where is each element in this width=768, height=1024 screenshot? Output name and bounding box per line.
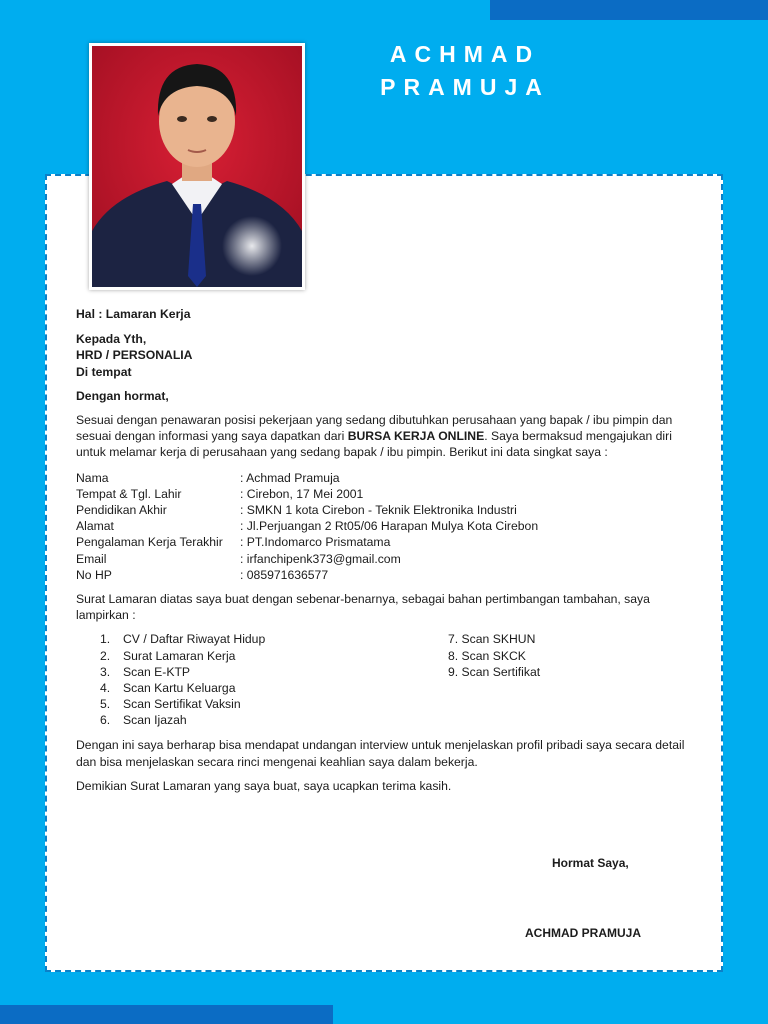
recipient-line: Kepada Yth, xyxy=(76,332,147,347)
attachment-list-right xyxy=(448,631,540,680)
info-label: Pengalaman Kerja Terakhir xyxy=(76,535,223,550)
list-item: 6. Scan Ijazah xyxy=(100,713,187,728)
list-item: 3. Scan E-KTP xyxy=(100,664,191,679)
info-label: Nama xyxy=(76,470,109,485)
list-item: 7. Scan SKHUN xyxy=(448,632,536,647)
info-value: : Jl.Perjuangan 2 Rt05/06 Harapan Mulya Kota Cirebon xyxy=(240,519,539,534)
list-item: 9. Scan Sertifikat xyxy=(448,664,541,679)
attachment-list-left xyxy=(100,631,265,728)
bottom-accent-bar xyxy=(0,1005,333,1024)
job-portal-name: BURSA KERJA ONLINE xyxy=(347,429,485,444)
info-value: : Achmad Pramuja xyxy=(240,470,340,485)
list-item: 5. Scan Sertifikat Vaksin xyxy=(100,697,241,712)
info-row xyxy=(76,486,538,502)
personal-info-table xyxy=(76,470,538,583)
info-value: : PT.Indomarco Prismatama xyxy=(240,535,391,550)
recipient-line: Di tempat xyxy=(76,364,132,379)
info-row xyxy=(76,518,538,534)
list-item: 4. Scan Kartu Keluarga xyxy=(100,681,236,696)
closing-paragraph: Dengan ini saya berharap bisa mendapat undangan interview untuk menjelaskan profil pribadi saya secara detail dan bisa menjelaskan secara rinci mengenai keahlian saya dalam bekerja. xyxy=(76,738,685,769)
last-name: PRAMUJA xyxy=(380,74,550,100)
application-letter xyxy=(76,306,696,794)
info-label: No HP xyxy=(76,567,112,582)
intro-paragraph: Sesuai dengan penawaran posisi pekerjaan yang sedang dibutuhkan perusahaan yang bapak / ibu pimpin dan sesuai dengan informasi yang saya dapatkan dari BURSA KERJA ONLINE. Saya bermaksud mengajukan diri untuk melamar kerja di perusahaan yang sedang bapak / ibu pimpin. Berikut ini data singkat saya : xyxy=(76,413,673,460)
info-row xyxy=(76,470,538,486)
applicant-name-heading xyxy=(330,38,600,104)
signoff: Hormat Saya, xyxy=(552,856,629,870)
info-label: Tempat & Tgl. Lahir xyxy=(76,486,182,501)
signature-name: ACHMAD PRAMUJA xyxy=(525,926,641,940)
info-row xyxy=(76,551,538,567)
info-value: : 085971636577 xyxy=(240,567,329,582)
recipient-block xyxy=(76,331,696,380)
list-item: 1. CV / Daftar Riwayat Hidup xyxy=(100,632,266,647)
first-name: ACHMAD xyxy=(389,41,541,67)
info-value: : irfanchipenk373@gmail.com xyxy=(240,551,401,566)
info-label: Email xyxy=(76,551,107,566)
info-value: : SMKN 1 kota Cirebon - Teknik Elektronika Industri xyxy=(240,503,517,518)
thanks-paragraph: Demikian Surat Lamaran yang saya buat, saya ucapkan terima kasih. xyxy=(76,778,452,793)
list-item: 8. Scan SKCK xyxy=(448,648,526,663)
info-row xyxy=(76,502,538,518)
letter-subject: Hal : Lamaran Kerja xyxy=(76,307,191,321)
top-accent-bar xyxy=(490,0,768,20)
attachment-intro: Surat Lamaran diatas saya buat dengan sebenar-benarnya, sebagai bahan pertimbangan tambahan, saya lampirkan : xyxy=(76,592,650,623)
greeting: Dengan hormat, xyxy=(76,388,169,403)
list-item: 2. Surat Lamaran Kerja xyxy=(100,648,236,663)
info-label: Pendidikan Akhir xyxy=(76,503,167,518)
info-row xyxy=(76,534,538,550)
attachment-list xyxy=(76,631,696,729)
applicant-photo xyxy=(89,43,305,290)
recipient-line: HRD / PERSONALIA xyxy=(76,348,193,363)
info-label: Alamat xyxy=(76,519,114,534)
info-value: : Cirebon, 17 Mei 2001 xyxy=(240,486,364,501)
info-row xyxy=(76,567,538,583)
